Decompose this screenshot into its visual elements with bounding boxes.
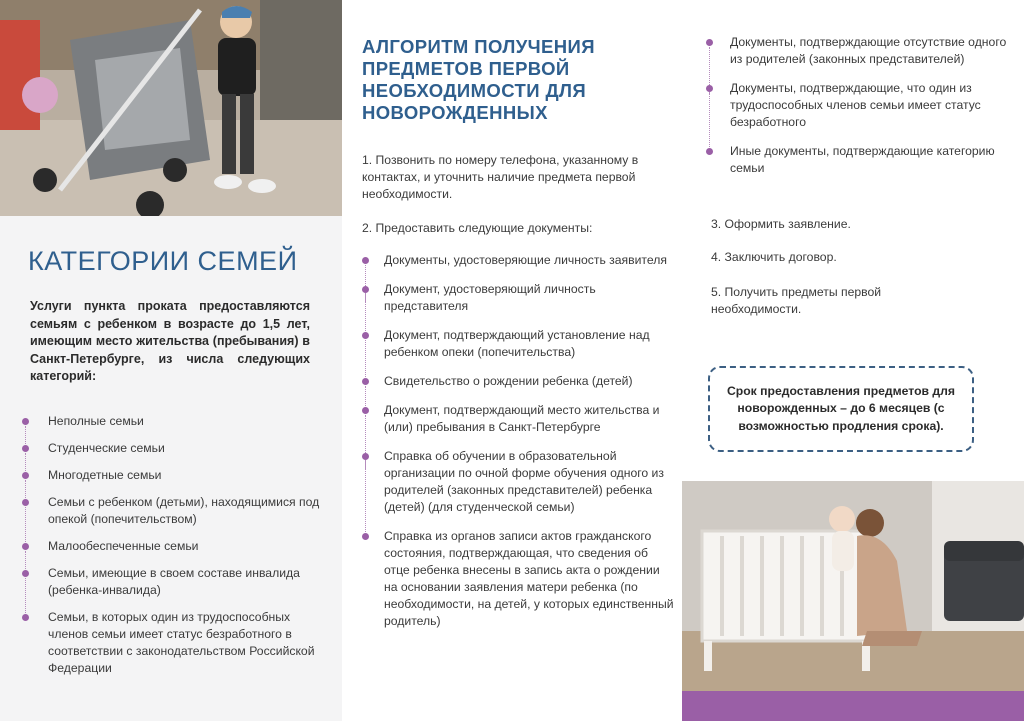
- list-item: Справка из органов записи актов гражданского состояния, подтверждающая, что сведения об отце ребенка внесены в запись акта о рождении на основании заявления матери ребенка (по необходимости, на детей, у которых единственный родитель): [384, 528, 674, 630]
- list-item: Неполные семьи: [48, 413, 328, 430]
- bullet-dot-icon: [706, 85, 713, 92]
- list-item: Документ, удостоверяющий личность представителя: [384, 281, 674, 315]
- footer-accent-bar: [682, 691, 1024, 721]
- list-item: Свидетельство о рождении ребенка (детей): [384, 373, 674, 390]
- categories-title: КАТЕГОРИИ СЕМЕЙ: [28, 246, 298, 276]
- bullet-dot-icon: [22, 570, 29, 577]
- step-3: 3. Оформить заявление.: [711, 217, 851, 231]
- list-item: Справка об обучении в образовательной организации по очной форме обучения одного из родителей (законных представителей) ребенка (детей) (для студенческой семьи): [384, 448, 674, 516]
- bullet-dot-icon: [362, 453, 369, 460]
- bullet-dot-icon: [706, 39, 713, 46]
- mother-baby-crib-photo: [682, 481, 1024, 691]
- bullet-dot-icon: [362, 257, 369, 264]
- step-5: 5. Получить предметы первой необходимости.: [711, 285, 882, 316]
- list-item: Документы, подтверждающие отсутствие одного из родителей (законных представителей): [730, 34, 1020, 68]
- bullet-dot-icon: [362, 332, 369, 339]
- right-panel: [682, 0, 1024, 721]
- list-item: Документ, подтверждающий установление над ребенком опеки (попечительства): [384, 327, 674, 361]
- notice-text: Срок предоставления предметов для новорожденных – до 6 месяцев (с возможностью продления срока).: [726, 383, 956, 433]
- bullet-dot-icon: [362, 286, 369, 293]
- bullet-dot-icon: [22, 614, 29, 621]
- list-item: Семьи, имеющие в своем составе инвалида (ребенка-инвалида): [48, 565, 328, 599]
- bullet-dot-icon: [22, 543, 29, 550]
- list-item: Семьи, в которых один из трудоспособных членов семьи имеет статус безработного в соответствии с законодательством Российской Федерации: [48, 609, 328, 677]
- list-item: Студенческие семьи: [48, 440, 328, 457]
- list-item: Документы, удостоверяющие личность заявителя: [384, 252, 674, 269]
- list-item: Семьи с ребенком (детьми), находящимися под опекой (попечительством): [48, 494, 328, 528]
- step-2: 2. Предоставить следующие документы:: [362, 221, 593, 235]
- child-stroller-photo: [0, 0, 342, 216]
- step-4: 4. Заключить договор.: [711, 250, 837, 264]
- middle-panel: [342, 0, 682, 721]
- list-item: Документы, подтверждающие, что один из трудоспособных членов семьи имеет статус безработного: [730, 80, 1020, 131]
- bullet-dot-icon: [362, 407, 369, 414]
- step-1: 1. Позвонить по номеру телефона, указанному в контактах, и уточнить наличие предмета первой необходимости.: [362, 153, 639, 201]
- notice-box: [708, 366, 974, 452]
- list-item: Иные документы, подтверждающие категорию семьи: [730, 143, 1020, 177]
- bullet-dot-icon: [22, 445, 29, 452]
- bullet-dot-icon: [22, 418, 29, 425]
- categories-intro: Услуги пункта проката предоставляются семьям с ребенком в возрасте до 1,5 лет, имеющим место жительства (пребывания) в Санкт-Петербурге, из числа следующих категорий:: [30, 299, 310, 383]
- categories-list: [48, 413, 328, 677]
- documents-list: [384, 252, 674, 630]
- list-item: Многодетные семьи: [48, 467, 328, 484]
- algorithm-title: АЛГОРИТМ ПОЛУЧЕНИЯ ПРЕДМЕТОВ ПЕРВОЙ НЕОБХОДИМОСТИ ДЛЯ НОВОРОЖДЕННЫХ: [362, 36, 595, 123]
- list-item: Малообеспеченные семьи: [48, 538, 328, 555]
- bullet-dot-icon: [22, 472, 29, 479]
- documents-list-continued: [730, 34, 1020, 177]
- bullet-dot-icon: [362, 378, 369, 385]
- bullet-dot-icon: [706, 148, 713, 155]
- left-panel: [0, 0, 342, 721]
- bullet-dot-icon: [362, 533, 369, 540]
- bullet-dot-icon: [22, 499, 29, 506]
- list-item: Документ, подтверждающий место жительства и (или) пребывания в Санкт-Петербурге: [384, 402, 674, 436]
